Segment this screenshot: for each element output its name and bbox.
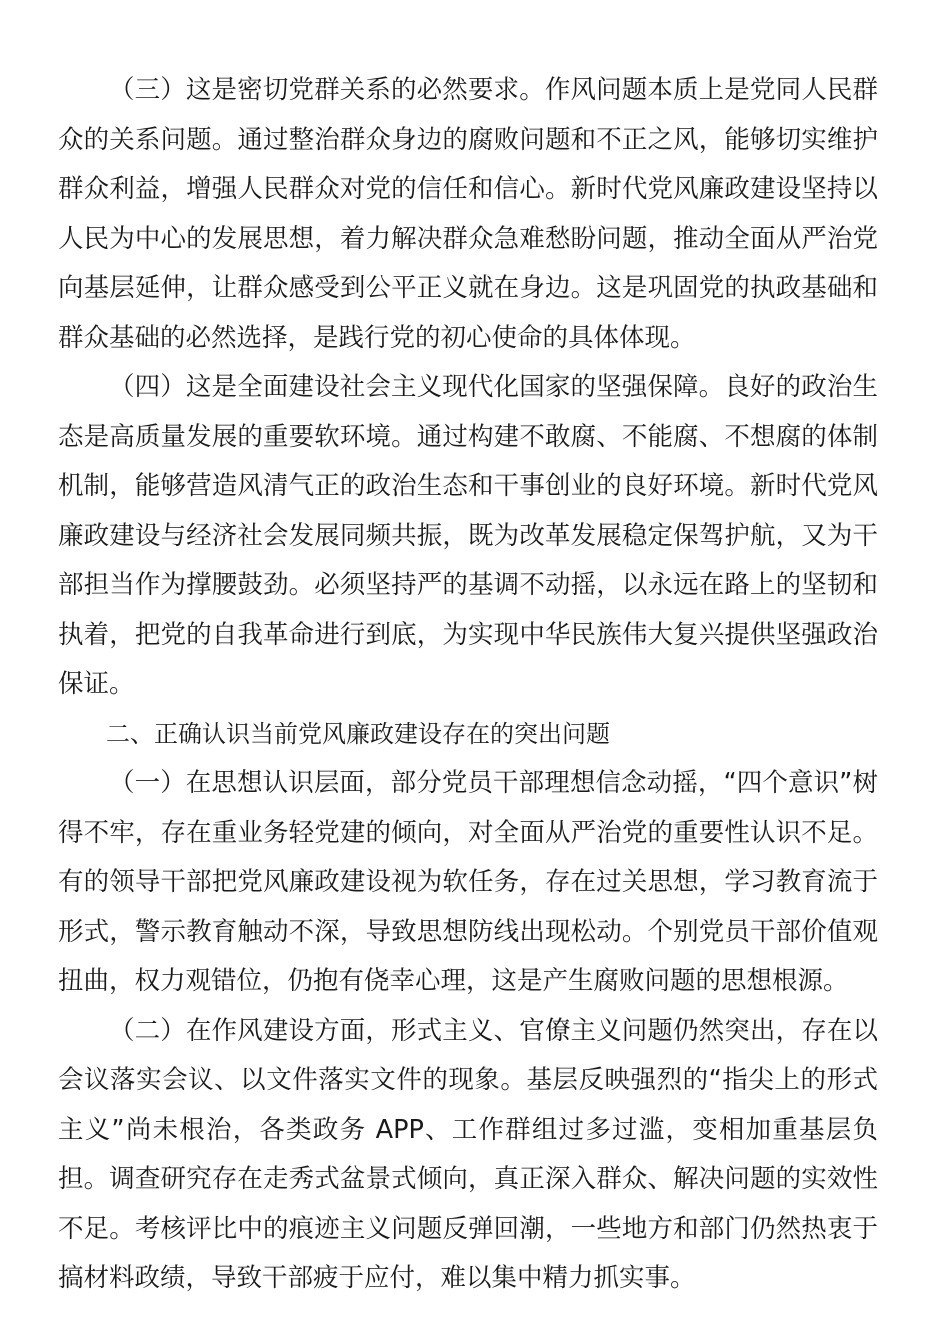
paragraph-problem-2: （二）在作风建设方面，形式主义、官僚主义问题仍然突出，存在以会议落实会议、以文件落实文件的现象。基层反映强烈的“指尖上的形式主义”尚未根治，各类政务 APP、工作群组过多过滥，变相加重基层负担。调查研究存在走秀式盆景式倾向，真正深入群众、解决问题的实效性不足。考核评比中的痕迹主义问题反弹回潮，一些地方和部门仍然热衷于搞材料政绩，导致干部疲于应付，难以集中精力抓实事。 — [58, 1015, 878, 1293]
paragraph-section-3: （三）这是密切党群关系的必然要求。作风问题本质上是党同人民群众的关系问题。通过整治群众身边的腐败问题和不正之风，能够切实维护群众利益，增强人民群众对党的信任和信心。新时代党风廉政建设坚持以人民为中心的发展思想，着力解决群众急难愁盼问题，推动全面从严治党向基层延伸，让群众感受到公平正义就在身边。这是巩固党的执政基础和群众基础的必然选择，是践行党的初心使命的具体体现。 — [58, 75, 878, 353]
paragraph-section-4: （四）这是全面建设社会主义现代化国家的坚强保障。良好的政治生态是高质量发展的重要软环境。通过构建不敢腐、不能腐、不想腐的体制机制，能够营造风清气正的政治生态和干事创业的良好环境。新时代党风廉政建设与经济社会发展同频共振，既为改革发展稳定保驾护航，又为干部担当作为撑腰鼓劲。必须坚持严的基调不动摇，以永远在路上的坚韧和执着，把党的自我革命进行到底，为实现中华民族伟大复兴提供坚强政治保证。 — [58, 372, 878, 699]
section-heading-2: 二、正确认识当前党风廉政建设存在的突出问题 — [106, 719, 610, 748]
document-page — [58, 66, 878, 1304]
paragraph-problem-1: （一）在思想认识层面，部分党员干部理想信念动摇，“四个意识”树得不牢，存在重业务轻党建的倾向，对全面从严治党的重要性认识不足。有的领导干部把党风廉政建设视为软任务，存在过关思想，学习教育流于形式，警示教育触动不深，导致思想防线出现松动。个别党员干部价值观扭曲，权力观错位，仍抱有侥幸心理，这是产生腐败问题的思想根源。 — [58, 768, 878, 996]
